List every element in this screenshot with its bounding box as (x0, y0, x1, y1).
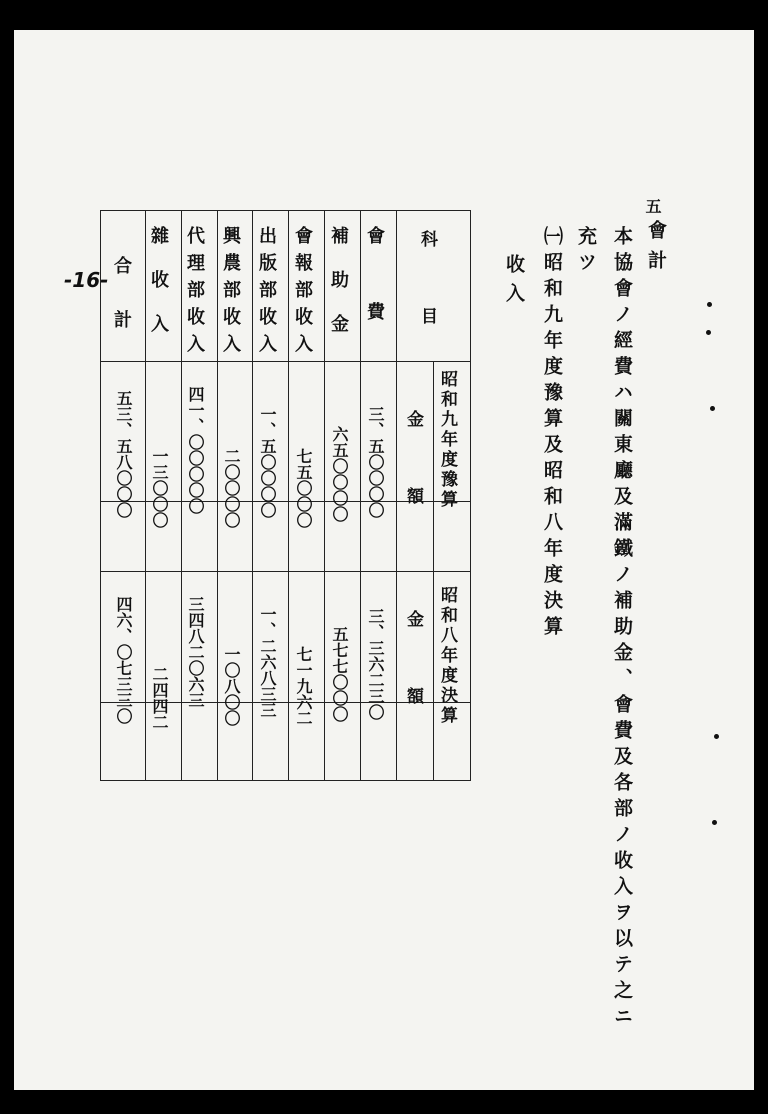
budget-misc: 一三〇〇〇 (149, 448, 169, 528)
row-label-misc: 雜收入 (148, 226, 169, 358)
row-label-fees: 會費 (364, 226, 385, 378)
budget-fees: 三、五〇〇〇〇 (365, 406, 385, 518)
header-item: 科目 (417, 230, 437, 384)
settlement-agency: 三四八二〇六三 (185, 596, 205, 708)
settlement-column-title: 昭和八年度決算 (437, 586, 457, 726)
row-label-agency: 代理部收入 (184, 226, 205, 361)
settlement-fees: 三、三六二三〇 (365, 608, 385, 720)
budget-publishing: 一、五〇〇〇〇 (257, 406, 277, 518)
subsection-heading (542, 226, 561, 642)
row-label-publishing: 出版部收入 (256, 226, 277, 361)
row-label-agri: 興農部收入 (220, 226, 241, 361)
scan-speck (710, 406, 715, 411)
scan-speck (706, 330, 711, 335)
settlement-subsidy: 五七七〇〇〇 (329, 626, 349, 722)
page-number: -16- (64, 268, 109, 292)
subsection-number: ㈠ (541, 226, 563, 252)
section-title: 會計 (645, 220, 667, 280)
settlement-total: 四六、〇七三三〇 (113, 596, 133, 724)
income-heading: 收入 (503, 254, 525, 312)
row-label-subsidy: 補助金 (328, 226, 349, 358)
settlement-agri: 一〇八〇〇 (221, 646, 241, 726)
subsection-title: 昭和九年度豫算及昭和八年度決算 (541, 252, 563, 642)
settlement-journal: 七一九六二 (293, 646, 313, 726)
budget-column-title: 昭和九年度豫算 (437, 370, 457, 510)
body-text-line-1: 本協會ノ經費ハ關東廳及滿鐵ノ補助金、會費及各部ノ收入ヲ以テ之ニ (611, 226, 633, 1032)
budget-total: 五三、五八〇〇〇 (113, 390, 133, 518)
budget-subsidy: 六五〇〇〇〇 (329, 426, 349, 522)
row-label-total: 合計 (111, 256, 132, 364)
settlement-amount-label: 金額 (403, 610, 423, 764)
budget-journal: 七五〇〇〇 (293, 448, 313, 528)
scan-speck (707, 302, 712, 307)
scan-speck (714, 734, 719, 739)
row-label-journal: 會報部收入 (292, 226, 313, 361)
body-text-line-2: 充ツ (575, 226, 597, 278)
section-number: 五 (643, 198, 662, 214)
settlement-misc: 二四四二 (149, 666, 169, 730)
settlement-publishing: 一、二六八三三 (257, 606, 277, 718)
budget-agri: 二〇〇〇〇 (221, 448, 241, 528)
document-page (14, 30, 754, 1090)
budget-agency: 四一、〇〇〇〇〇 (185, 386, 205, 514)
scan-speck (712, 820, 717, 825)
budget-amount-label: 金額 (403, 410, 423, 564)
